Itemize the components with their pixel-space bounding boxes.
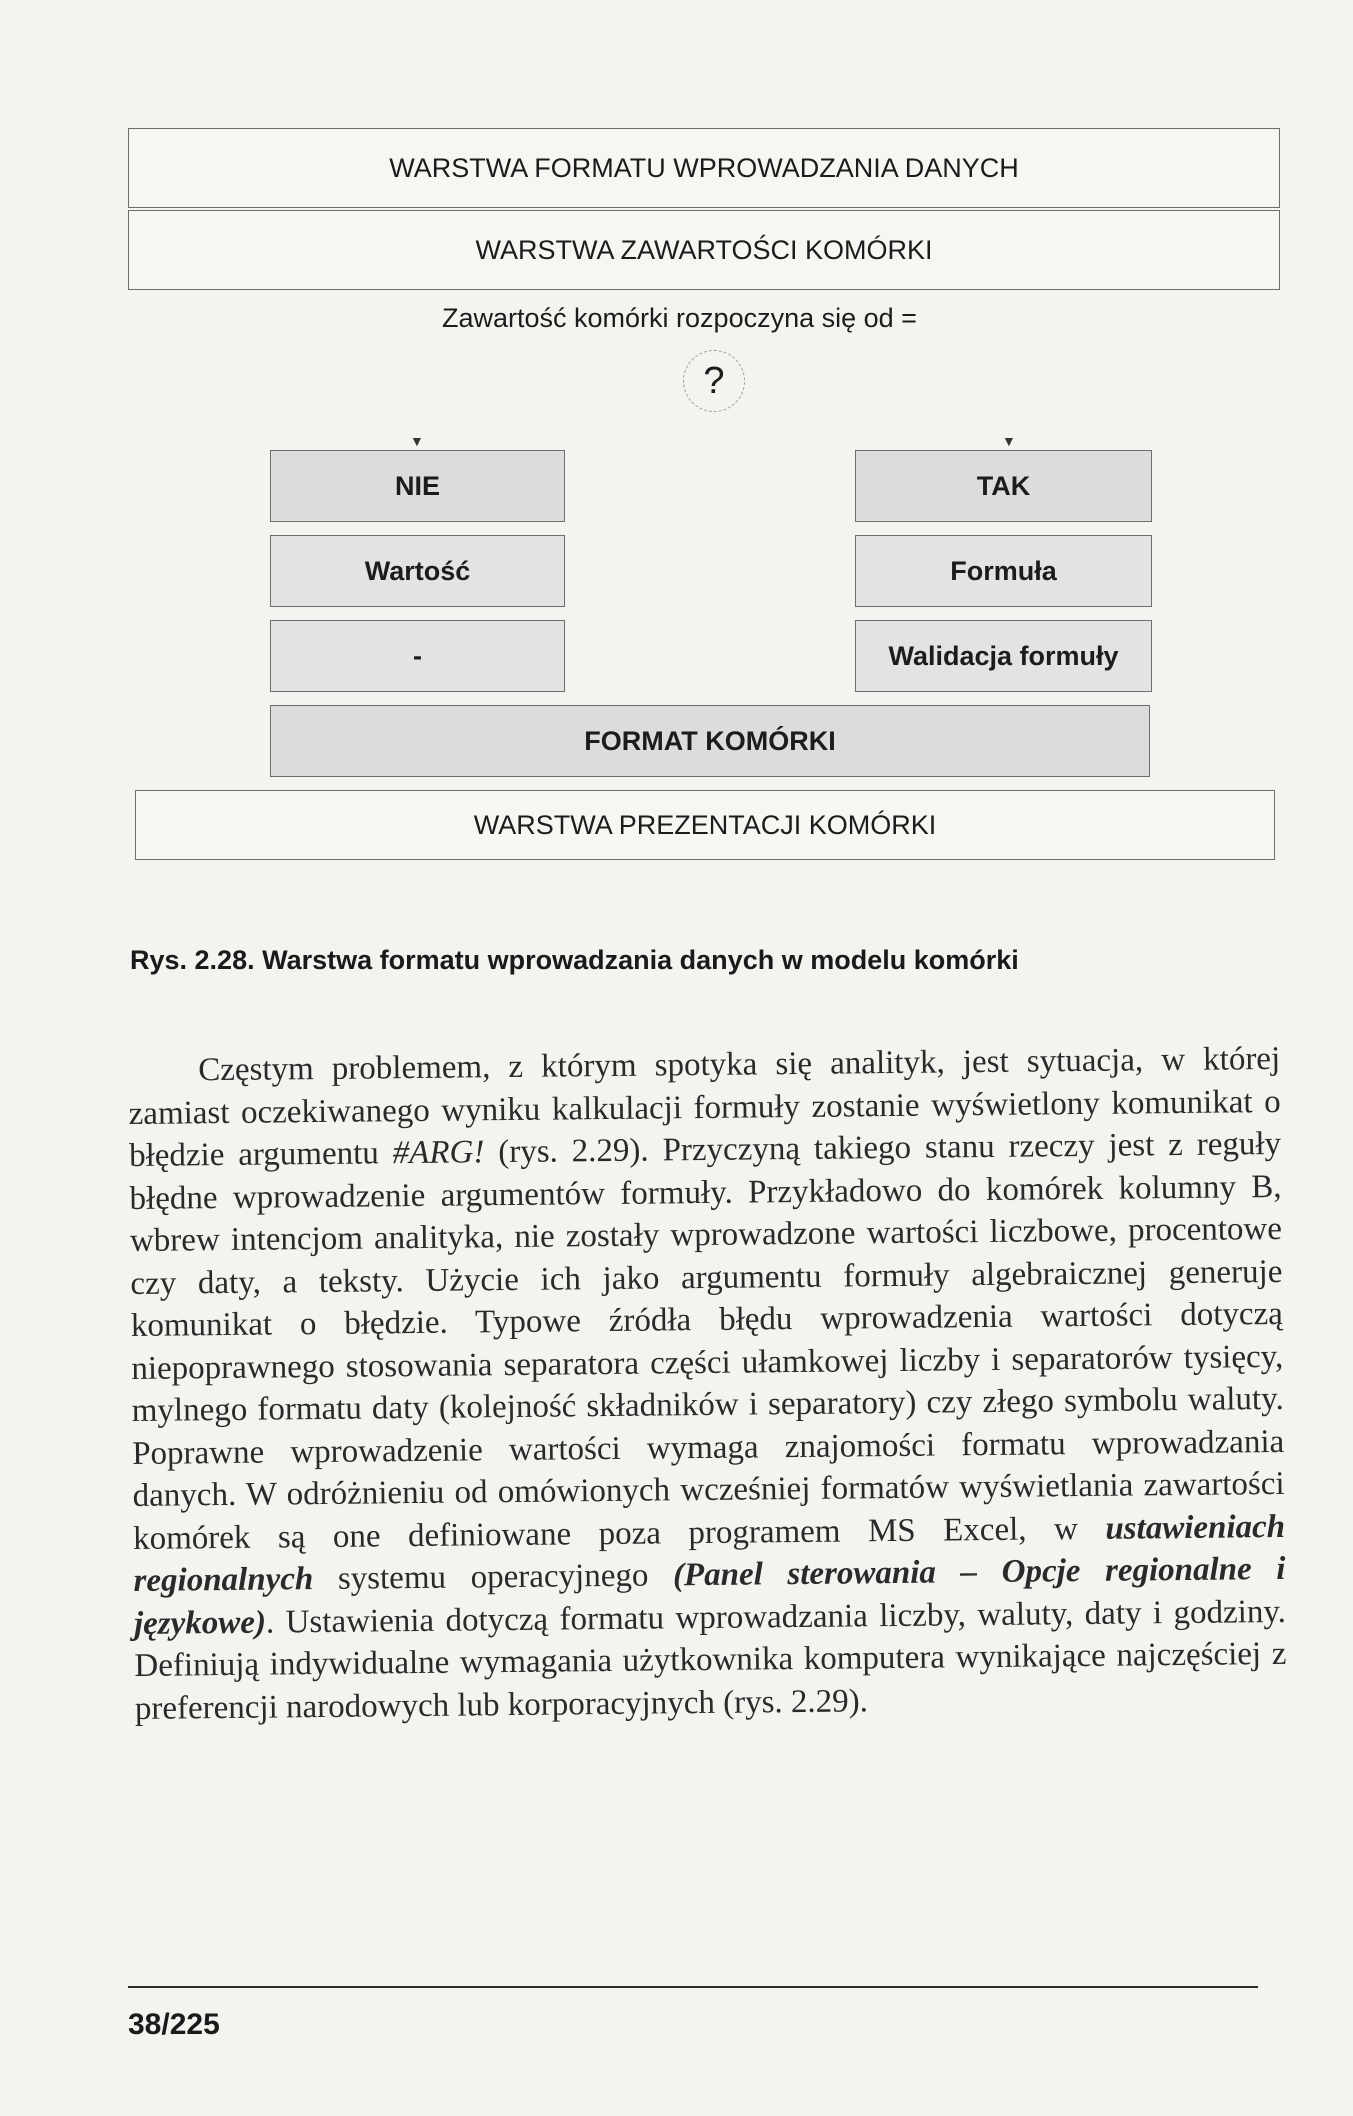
yes-branch-formula-box [855, 535, 1152, 607]
paragraph-part-2: (rys. 2.29). Przyczyną takiego stanu rzeczy jest z reguły błędne wprowadzenie argumentów formuły. Przykładowo do komórek kolumny B, wbrew intencjom analityka, nie zostały wprowadzone wartości liczbowe, procentowe czy daty, a teksty. Użycie ich jako argumentu formuły algebraicznej generuje komunikat o błędzie. Typowe źródła błędu wprowadzenia wartości dotyczą niepoprawnego stosowania separatora części ułamkowej liczby i separatorów tysięcy, mylnego formatu daty (kolejność składników i separatory) czy złego symbolu waluty. Poprawne wprowadzenie wartości wymaga znajomości formatu wprowadzania danych. W odróżnieniu od omówionych wcześniej formatów wyświetlania zawartości komórek są one definiowane poza programem MS Excel, w [129, 1125, 1285, 1557]
no-branch-header [270, 450, 565, 522]
figure-diagram [0, 0, 1353, 900]
footer-rule [128, 1986, 1258, 1988]
paragraph-part-3: systemu operacyjnego [313, 1557, 674, 1598]
paragraph-part-1: Częstym problemem, z którym spotyka się analityk, jest sytuacja, w której zamiast oczekiwanego wyniku kalkulacji formuły zostanie wyświetlony komunikat o błędzie argumentu [128, 1040, 1281, 1174]
no-branch-dash-box [270, 620, 565, 692]
error-code: #ARG! [392, 1134, 485, 1172]
content-layer-box [128, 210, 1280, 290]
arrow-down-icon: ▼ [410, 433, 424, 449]
body-paragraph [128, 1038, 1287, 1730]
yes-branch-label: TAK [976, 470, 1031, 501]
content-layer-label: WARSTWA ZAWARTOŚCI KOMÓRKI [475, 234, 933, 265]
input-format-layer-box [128, 128, 1280, 208]
decision-question: ? [683, 350, 745, 412]
paragraph [128, 1038, 1287, 1730]
yes-branch-header [855, 450, 1152, 522]
caption-text: Warstwa formatu wprowadzania danych w modelu komórki [262, 945, 1019, 975]
condition-text: Zawartość komórki rozpoczyna się od = [442, 303, 917, 333]
emphasis-control-panel: (Panel sterowania – Opcje regionalne i językowe) [133, 1550, 1286, 1642]
yes-branch-validation-box [855, 620, 1152, 692]
emphasis-regional-settings: ustawieniach regionalnych [133, 1508, 1286, 1599]
cell-format-label: FORMAT KOMÓRKI [584, 725, 836, 756]
figure-caption [130, 945, 1019, 976]
no-branch-value-box [270, 535, 565, 607]
paragraph-part-4: . Ustawienia dotyczą formatu wprowadzania liczby, waluty, daty i godziny. Definiują indywidualne wymagania użytkownika komputera wynikające najczęściej z preferencji narodowych lub korporacyjnych (rys. 2.29). [134, 1593, 1287, 1727]
caption-label: Rys. 2.28. [130, 945, 255, 975]
no-branch-value-label: Wartość [364, 555, 471, 586]
presentation-layer-label: WARSTWA PREZENTACJI KOMÓRKI [473, 809, 937, 840]
no-branch-dash-label: - [413, 640, 422, 671]
cell-format-box [270, 705, 1150, 777]
yes-branch-validation-label: Walidacja formuły [888, 640, 1119, 671]
presentation-layer-box [135, 790, 1275, 860]
input-format-layer-label: WARSTWA FORMATU WPROWADZANIA DANYCH [389, 152, 1019, 183]
yes-branch-formula-label: Formuła [950, 555, 1057, 586]
no-branch-label: NIE [394, 470, 440, 501]
arrow-down-icon: ▼ [1002, 433, 1016, 449]
page-number: 38/225 [128, 2008, 220, 2041]
